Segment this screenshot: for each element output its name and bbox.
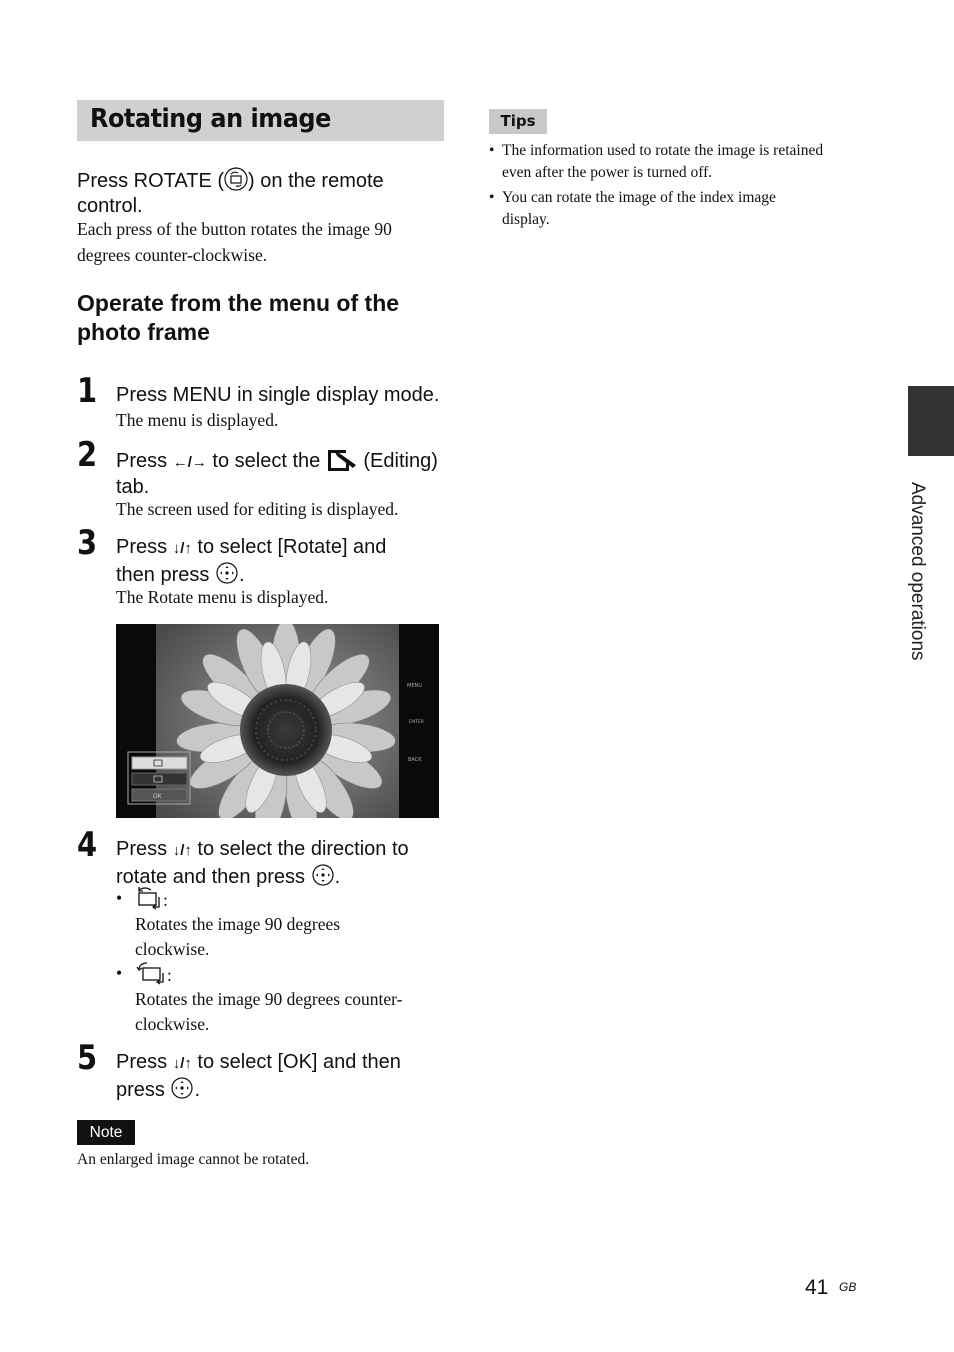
enter-button-icon [170,1076,194,1100]
step-4-text: Press ↓/↑ to select the direction to rotate and then press . [116,838,409,888]
title-bar [77,100,444,141]
tips-label: Tips [489,109,547,134]
lead-description: Each press of the button rotates the image 90 degrees counter-clockwise. [77,219,392,265]
note-text: An enlarged image cannot be rotated. [77,1151,310,1168]
step-3-text: Press ↓/↑ to select [Rotate] and then press . [116,536,387,586]
step-5-text: Press ↓/↑ to select [OK] and then press . [116,1051,401,1101]
screen-ok-label: OK [153,793,162,800]
step-3-number: 3 [77,523,98,563]
step-5-number: 5 [77,1038,98,1078]
rotate-counterclockwise-icon [135,961,167,985]
tip-item: • You can rotate the image of the index image display. [489,189,776,228]
tip-item: • The information used to rotate the image is retained even after the power is turned off. [489,142,824,181]
section-heading: Operate from the menu of the photo frame [77,290,400,345]
rotate-clockwise-icon [135,886,163,910]
page-region-code: GB [839,1280,857,1294]
screen-menu-label: MENU [407,683,422,689]
down-up-arrows: ↓/↑ [172,540,192,557]
screen-back-label: BACK [408,757,422,763]
note-label: Note [77,1120,135,1145]
editing-tab-icon [326,447,358,471]
step-2-text: Press ←/→ to select the (Editing) tab. [116,447,438,500]
step-2-description: The screen used for editing is displayed. [116,499,399,519]
rotate-menu-screenshot [116,624,439,818]
sunflower-photo [116,624,439,818]
step-2-number: 2 [77,435,98,475]
rotate-icon [224,167,248,191]
screen-enter-label: ENTER [409,720,424,725]
rotate-counterclockwise-description: Rotates the image 90 degrees counter- clockwise. [135,989,403,1034]
section-side-label: Advanced operations [907,482,928,661]
enter-button-icon [311,863,335,887]
step-1-number: 1 [77,371,98,411]
lead-instruction: Press ROTATE ( ) on the remote control. [77,167,384,219]
down-up-arrows: ↓/↑ [172,1055,192,1072]
step-4-number: 4 [77,825,98,865]
section-tab-marker [908,386,954,456]
down-up-arrows: ↓/↑ [172,842,192,859]
step-1-description: The menu is displayed. [116,410,279,430]
enter-button-icon [215,561,239,585]
page-title: Rotating an image [90,104,331,134]
page-number: 41 [805,1276,829,1299]
step-1-text: Press MENU in single display mode. [116,384,440,406]
rotate-clockwise-description: Rotates the image 90 degrees clockwise. [135,914,341,959]
left-right-arrows: ←/→ [172,454,207,471]
step-3-description: The Rotate menu is displayed. [116,587,329,607]
